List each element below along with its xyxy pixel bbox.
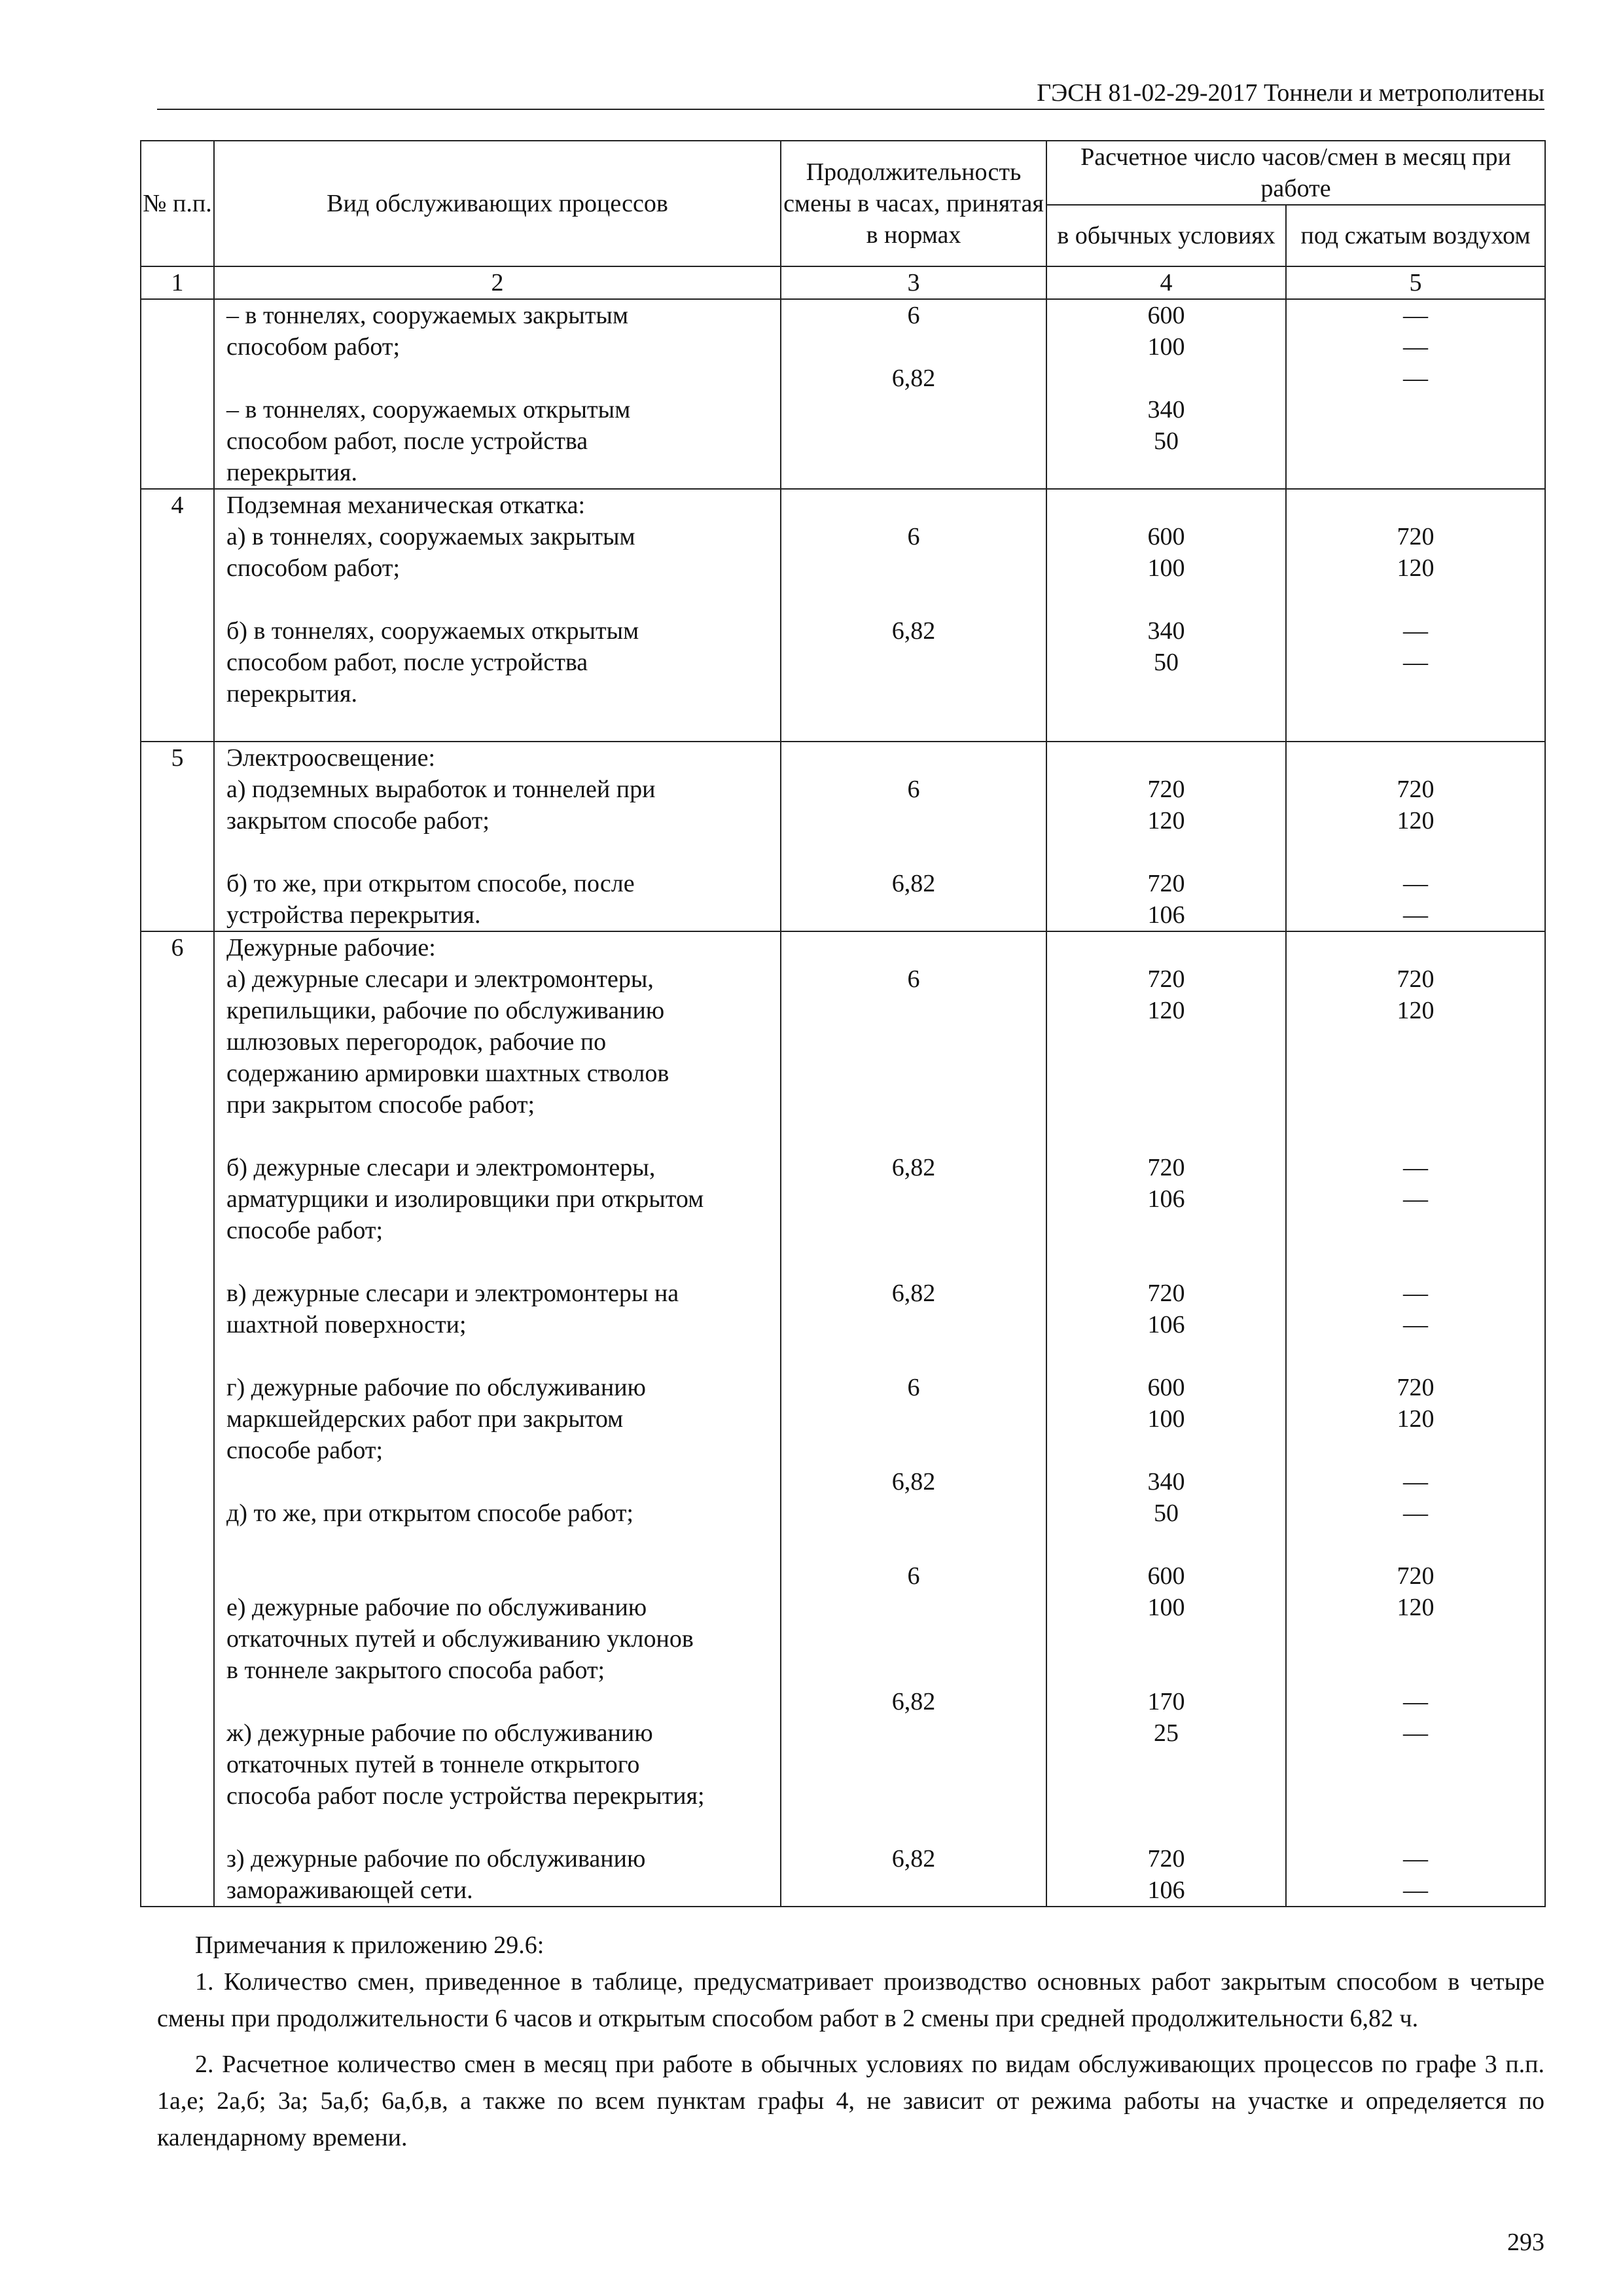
column-number: 2 [214,266,781,299]
column-number: 4 [1046,266,1286,299]
process-description: а) подземных выработок и тоннелей при [226,776,656,803]
shift-duration-value-cell [781,742,1046,931]
compressed-air-value: 720 [1397,523,1435,550]
process-description: перекрытия. [226,459,357,486]
shift-duration-value [781,1529,1046,1560]
shift-duration-value [781,1215,1046,1246]
process-description: способом работ; [226,333,401,361]
normal-conditions-value: 340 [1147,1468,1185,1496]
shift-duration-value: 6,82 [891,365,936,392]
normal-conditions-value [1047,1058,1285,1089]
normal-conditions-value: 100 [1147,1405,1185,1433]
compressed-air-value [1287,1215,1544,1246]
process-description [226,709,780,741]
compressed-air-value: 120 [1397,1594,1435,1621]
normal-conditions-value-cell [1046,489,1286,742]
running-header: ГЭСН 81-02-29-2017 Тоннели и метрополитены [1037,79,1544,107]
compressed-air-value: — [1403,1311,1428,1338]
compressed-air-value [1287,584,1544,615]
process-description: замораживающей сети. [226,1876,473,1904]
column-header-hours-per-month: Расчетное число часов/смен в месяц при работе [1046,141,1545,205]
row-number: 6 [141,931,214,1907]
process-description: г) дежурные рабочие по обслуживанию [226,1374,646,1401]
shift-duration-value [781,742,1046,774]
compressed-air-value [1287,1812,1544,1843]
shift-duration-value [781,805,1046,836]
compressed-air-value [1287,394,1544,425]
compressed-air-value: — [1403,870,1428,897]
process-description [226,1686,780,1717]
row-number: 4 [141,489,214,742]
compressed-air-value [1287,1780,1544,1812]
normal-conditions-value [1047,490,1285,521]
compressed-air-value: 120 [1397,997,1435,1024]
process-description: устройства перекрытия. [226,901,481,929]
process-description: е) дежурные рабочие по обслуживанию [226,1594,647,1621]
shift-duration-value [781,1749,1046,1780]
normal-conditions-value: 600 [1147,302,1185,329]
process-description: а) в тоннелях, сооружаемых закрытым [226,523,635,550]
table-row [141,742,1545,931]
normal-conditions-value: 50 [1154,649,1179,676]
column-header-process: Вид обслуживающих процессов [214,141,781,266]
process-description: шлюзовых перегородок, рабочие по [226,1028,607,1056]
shift-duration-value [781,1592,1046,1623]
shift-duration-value: 6 [907,776,920,803]
process-description [226,1529,780,1560]
compressed-air-value: 720 [1397,1562,1435,1590]
compressed-air-value: — [1403,365,1428,392]
process-description: откаточных путей в тоннеле открытого [226,1751,640,1778]
shift-duration-value [781,995,1046,1026]
row-number [141,299,214,489]
shift-duration-value-cell [781,489,1046,742]
compressed-air-value: — [1403,1185,1428,1213]
normal-conditions-value: 170 [1147,1688,1185,1715]
process-description: б) в тоннелях, сооружаемых открытым [226,617,639,645]
row-number: 5 [141,742,214,931]
compressed-air-value [1287,1529,1544,1560]
process-description: Электроосвещение: [226,744,436,772]
shift-duration-value [781,425,1046,457]
process-description: способом работ; [226,554,401,582]
shift-duration-value [781,1403,1046,1435]
normal-conditions-value [1047,1749,1285,1780]
normal-conditions-value: 340 [1147,617,1185,645]
process-description: арматурщики и изолировщики при открытом [226,1185,704,1213]
process-description: а) дежурные слесари и электромонтеры, [226,965,654,993]
compressed-air-value [1287,425,1544,457]
process-description: – в тоннелях, сооружаемых открытым [226,396,631,423]
compressed-air-value [1287,742,1544,774]
process-description: в) дежурные слесари и электромонтеры на [226,1280,679,1307]
shift-duration-value: 6,82 [891,1845,936,1873]
column-header-compressed-air: под сжатым воздухом [1286,205,1545,266]
process-description: способом работ, после устройства [226,427,588,455]
normal-conditions-value [1047,1812,1285,1843]
shift-duration-value-cell [781,299,1046,489]
compressed-air-value [1287,1340,1544,1372]
column-header-number: № п.п. [141,141,214,266]
shift-duration-value [781,394,1046,425]
process-description: шахтной поверхности; [226,1311,467,1338]
process-description-cell [214,742,781,931]
normal-conditions-value: 106 [1147,1876,1185,1904]
column-number: 3 [781,266,1046,299]
process-description: содержанию армировки шахтных стволов [226,1060,669,1087]
shift-duration-value [781,1058,1046,1089]
column-header-shift-duration: Продолжительность смены в часах, принятая в нормах [781,141,1046,266]
process-description [226,1560,780,1592]
normal-conditions-value: 50 [1154,427,1179,455]
shift-duration-value: 6,82 [891,1688,936,1715]
compressed-air-value: — [1403,333,1428,361]
shift-duration-value-cell [781,931,1046,1907]
column-number: 5 [1286,266,1545,299]
process-description: з) дежурные рабочие по обслуживанию [226,1845,646,1873]
process-description: способа работ после устройства перекрытия; [226,1782,705,1810]
process-description-cell [214,489,781,742]
compressed-air-value [1287,1246,1544,1278]
process-description [226,363,780,394]
shift-duration-value [781,1623,1046,1655]
normal-conditions-value [1047,836,1285,868]
shift-duration-value [781,932,1046,963]
process-description: маркшейдерских работ при закрытом [226,1405,624,1433]
column-header-normal-conditions: в обычных условиях [1046,205,1286,266]
shift-duration-value [781,584,1046,615]
compressed-air-value [1287,1749,1544,1780]
compressed-air-value: — [1403,1468,1428,1496]
shift-duration-value [781,1780,1046,1812]
compressed-air-value: — [1403,1280,1428,1307]
normal-conditions-value [1047,1246,1285,1278]
header-rule [157,109,1544,110]
compressed-air-value [1287,1058,1544,1089]
note-item: 1. Количество смен, приведенное в таблице, предусматривает производство основных работ закрытым способом в четыре смены при продолжительности 6 часов и открытым способом работ в 2 смены при средней продолжительности 6,82 ч. [157,1968,1544,2032]
norms-table [140,140,1546,1907]
compressed-air-value: — [1403,302,1428,329]
process-description: перекрытия. [226,680,357,708]
compressed-air-value-cell [1286,931,1545,1907]
process-description: откаточных путей и обслуживанию уклонов [226,1625,694,1653]
normal-conditions-value: 100 [1147,333,1185,361]
normal-conditions-value: 600 [1147,1562,1185,1590]
shift-duration-value [781,490,1046,521]
compressed-air-value [1287,709,1544,741]
normal-conditions-value [1047,1623,1285,1655]
compressed-air-value: — [1403,1499,1428,1527]
compressed-air-value-cell [1286,742,1545,931]
shift-duration-value [781,678,1046,709]
compressed-air-value [1287,1623,1544,1655]
compressed-air-value: 720 [1397,965,1435,993]
process-description: – в тоннелях, сооружаемых закрытым [226,302,629,329]
normal-conditions-value [1047,1026,1285,1058]
normal-conditions-value [1047,1529,1285,1560]
process-description: крепильщики, рабочие по обслуживанию [226,997,665,1024]
normal-conditions-value [1047,1340,1285,1372]
shift-duration-value [781,1874,1046,1906]
compressed-air-value [1287,1655,1544,1686]
compressed-air-value [1287,1089,1544,1121]
normal-conditions-value [1047,709,1285,741]
notes-title: Примечания к приложению 29.6: [195,1931,544,1959]
shift-duration-value [781,1246,1046,1278]
process-description [226,836,780,868]
process-description: Дежурные рабочие: [226,934,436,961]
normal-conditions-value [1047,1780,1285,1812]
normal-conditions-value [1047,1435,1285,1466]
shift-duration-value [781,1183,1046,1215]
page-number: 293 [1507,2229,1544,2256]
normal-conditions-value: 106 [1147,1185,1185,1213]
shift-duration-value [781,1498,1046,1529]
compressed-air-value [1287,678,1544,709]
process-description [226,1121,780,1152]
shift-duration-value [781,709,1046,741]
compressed-air-value-cell [1286,299,1545,489]
normal-conditions-value: 720 [1147,965,1185,993]
compressed-air-value: — [1403,1845,1428,1873]
normal-conditions-value [1047,932,1285,963]
compressed-air-value: — [1403,1688,1428,1715]
shift-duration-value [781,647,1046,678]
compressed-air-value: — [1403,1154,1428,1181]
process-description: б) дежурные слесари и электромонтеры, [226,1154,656,1181]
table-row [141,489,1545,742]
normal-conditions-value: 600 [1147,1374,1185,1401]
normal-conditions-value: 600 [1147,523,1185,550]
process-description: при закрытом способе работ; [226,1091,535,1119]
shift-duration-value [781,1026,1046,1058]
shift-duration-value [781,1435,1046,1466]
normal-conditions-value: 100 [1147,1594,1185,1621]
compressed-air-value-cell [1286,489,1545,742]
process-description: закрытом способе работ; [226,807,490,834]
shift-duration-value: 6,82 [891,1154,936,1181]
normal-conditions-value: 100 [1147,554,1185,582]
compressed-air-value [1287,490,1544,521]
compressed-air-value [1287,457,1544,488]
table-row [141,299,1545,489]
compressed-air-value [1287,1121,1544,1152]
shift-duration-value: 6 [907,523,920,550]
shift-duration-value [781,836,1046,868]
compressed-air-value: 120 [1397,554,1435,582]
process-description: ж) дежурные рабочие по обслуживанию [226,1719,653,1747]
process-description: б) то же, при открытом способе, после [226,870,635,897]
process-description: д) то же, при открытом способе работ; [226,1499,633,1527]
compressed-air-value: — [1403,649,1428,676]
shift-duration-value: 6 [907,965,920,993]
normal-conditions-value [1047,584,1285,615]
shift-duration-value: 6,82 [891,1468,936,1496]
compressed-air-value: — [1403,1719,1428,1747]
shift-duration-value [781,331,1046,363]
process-description [226,1340,780,1372]
process-description [226,584,780,615]
compressed-air-value: — [1403,1876,1428,1904]
normal-conditions-value-cell [1046,299,1286,489]
compressed-air-value [1287,932,1544,963]
process-description-cell [214,931,781,1907]
process-description [226,1466,780,1498]
process-description: способе работ; [226,1437,383,1464]
compressed-air-value [1287,1435,1544,1466]
normal-conditions-value: 106 [1147,901,1185,929]
shift-duration-value: 6,82 [891,870,936,897]
normal-conditions-value [1047,363,1285,394]
normal-conditions-value [1047,1089,1285,1121]
shift-duration-value: 6 [907,1562,920,1590]
normal-conditions-value: 120 [1147,807,1185,834]
compressed-air-value [1287,1026,1544,1058]
compressed-air-value: — [1403,901,1428,929]
shift-duration-value: 6 [907,1374,920,1401]
shift-duration-value [781,899,1046,931]
normal-conditions-value: 340 [1147,396,1185,423]
normal-conditions-value [1047,1655,1285,1686]
normal-conditions-value: 120 [1147,997,1185,1024]
compressed-air-value: 120 [1397,1405,1435,1433]
shift-duration-value [781,1340,1046,1372]
normal-conditions-value-cell [1046,931,1286,1907]
process-description: способе работ; [226,1217,383,1244]
normal-conditions-value: 720 [1147,1154,1185,1181]
compressed-air-value [1287,836,1544,868]
normal-conditions-value: 720 [1147,776,1185,803]
shift-duration-value [781,1089,1046,1121]
normal-conditions-value: 720 [1147,1845,1185,1873]
normal-conditions-value [1047,742,1285,774]
normal-conditions-value: 720 [1147,1280,1185,1307]
column-number: 1 [141,266,214,299]
normal-conditions-value: 50 [1154,1499,1179,1527]
shift-duration-value [781,457,1046,488]
process-description: Подземная механическая откатка: [226,492,586,519]
compressed-air-value: 120 [1397,807,1435,834]
shift-duration-value: 6,82 [891,617,936,645]
shift-duration-value [781,1812,1046,1843]
notes-section [157,1927,1544,2156]
process-description-cell [214,299,781,489]
compressed-air-value: 720 [1397,1374,1435,1401]
normal-conditions-value: 106 [1147,1311,1185,1338]
process-description: в тоннеле закрытого способа работ; [226,1657,605,1684]
process-description [226,1246,780,1278]
normal-conditions-value [1047,1121,1285,1152]
note-item: 2. Расчетное количество смен в месяц при работе в обычных условиях по видам обслуживающих процессов по графе 3 п.п. 1а,е; 2а,б; 3а; 5а,б; 6а,б,в, а также по всем пунктам графы 4, не зависит от режима работы на участке и определяется по календарному времени. [157,2051,1544,2151]
normal-conditions-value-cell [1046,742,1286,931]
compressed-air-value: — [1403,617,1428,645]
normal-conditions-value [1047,1215,1285,1246]
shift-duration-value [781,552,1046,584]
shift-duration-value: 6 [907,302,920,329]
normal-conditions-value [1047,678,1285,709]
process-description [226,1812,780,1843]
normal-conditions-value: 720 [1147,870,1185,897]
shift-duration-value [781,1655,1046,1686]
process-description: способом работ, после устройства [226,649,588,676]
shift-duration-value: 6,82 [891,1280,936,1307]
shift-duration-value [781,1717,1046,1749]
shift-duration-value [781,1121,1046,1152]
shift-duration-value [781,1309,1046,1340]
table-row [141,931,1545,1907]
normal-conditions-value: 25 [1154,1719,1179,1747]
normal-conditions-value [1047,457,1285,488]
compressed-air-value: 720 [1397,776,1435,803]
